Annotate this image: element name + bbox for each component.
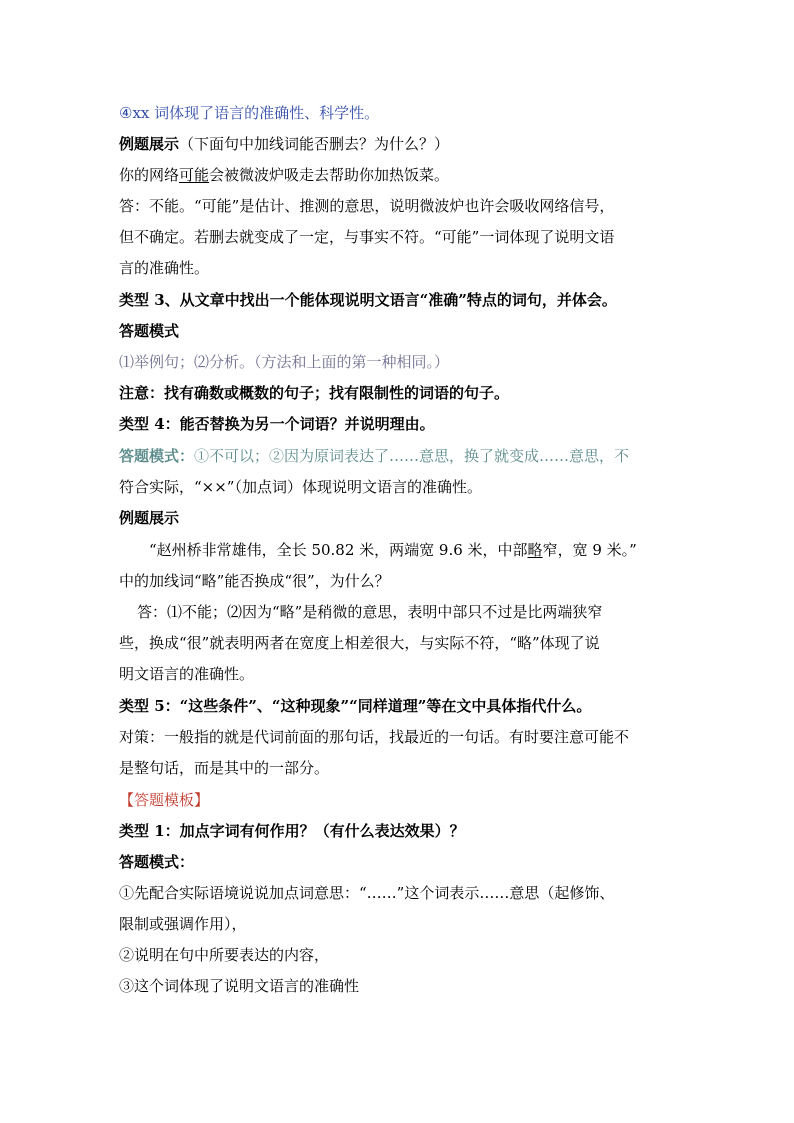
answer-template-heading: 【答题模板】 — [119, 791, 210, 809]
type-4-heading: 类型 4：能否替换为另一个词语？并说明理由。 — [119, 415, 435, 433]
underlined-word-lue: 略 — [527, 541, 543, 559]
strategy-line-2: 是整句话，而是其中的一部分。 — [119, 759, 330, 777]
underlined-word-keneng: 可能 — [179, 166, 210, 184]
answer-line-3: 言的准确性。 — [119, 259, 210, 277]
zhaozhou-sentence — [149, 540, 684, 560]
template-step-3: ③这个词体现了说明文语言的准确性 — [119, 977, 360, 995]
answer-2-line-3: 明文语言的准确性。 — [119, 665, 255, 683]
point-4-text: ④xx 词体现了语言的准确性、科学性。 — [119, 104, 380, 122]
zhaozhou-part-1: “赵州桥非常雄伟，全长 50.82 米，两端宽 9.6 米，中部 — [149, 541, 528, 559]
example-sentence-part-2: 会被微波炉吸走去帮助你加热饭菜。 — [209, 166, 450, 184]
type-3-heading: 类型 3、从文章中找出一个能体现说明文语言“准确”特点的词句，并体会。 — [119, 291, 617, 309]
answer-2-line-2: 些，换成“很”就表明两者在宽度上相差很大，与实际不符，“略”体现了说 — [119, 634, 600, 652]
zhaozhou-question: 中的加线词“略”能否换成“很”，为什么？ — [119, 572, 390, 590]
answer-line-2: 但不确定。若删去就变成了一定，与事实不符。“可能”一词体现了说明文语 — [119, 228, 615, 246]
answer-mode-content: ①不可以；②因为原词表达了……意思，换了就变成……意思，不 — [194, 447, 630, 465]
example-heading-line — [119, 134, 684, 154]
type-1-heading: 类型 1：加点字词有何作用？（有什么表达效果）？ — [119, 822, 465, 840]
template-step-1a: ①先配合实际语境说说加点词意思：“……”这个词表示……意思（起修饰、 — [119, 884, 615, 902]
template-step-1b: 限制或强调作用）， — [119, 915, 247, 933]
answer-mode-heading-2: 答题模式： — [119, 853, 195, 871]
answer-line-1: 答：不能。“可能”是估计、推测的意思，说明微波炉也许会吸收网络信号， — [119, 197, 615, 215]
zhaozhou-part-2: 窄，宽 9 米。” — [542, 541, 637, 559]
example-heading: 例题展示 — [119, 135, 180, 153]
example-sentence-part-1: 你的网络 — [119, 166, 180, 184]
example-heading-2: 例题展示 — [119, 509, 180, 527]
example-question: （下面句中加线词能否删去？为什么？） — [179, 135, 450, 153]
answer-2-line-1: 答：⑴不能；⑵因为“略”是稍微的意思，表明中部只不过是比两端狭窄 — [137, 603, 603, 621]
answer-mode-heading-1: 答题模式 — [119, 322, 180, 340]
answer-mode-steps: ⑴举例句；⑵分析。（方法和上面的第一种相同。） — [119, 353, 450, 371]
strategy-line-1: 对策：一般指的就是代词前面的那句话，找最近的一句话。有时要注意可能不 — [119, 728, 630, 746]
example-sentence — [119, 165, 684, 185]
template-step-2: ②说明在句中所要表达的内容， — [119, 946, 330, 964]
answer-mode-line-4a — [119, 446, 684, 466]
answer-mode-line-4b: 符合实际，“××”（加点词）体现说明文语言的准确性。 — [119, 478, 482, 496]
note-text: 注意：找有确数或概数的句子；找有限制性的词语的句子。 — [119, 384, 510, 402]
type-5-heading: 类型 5：“这些条件”、“这种现象”“同样道理”等在文中具体指代什么。 — [119, 697, 592, 715]
answer-mode-label: 答题模式： — [119, 447, 195, 465]
